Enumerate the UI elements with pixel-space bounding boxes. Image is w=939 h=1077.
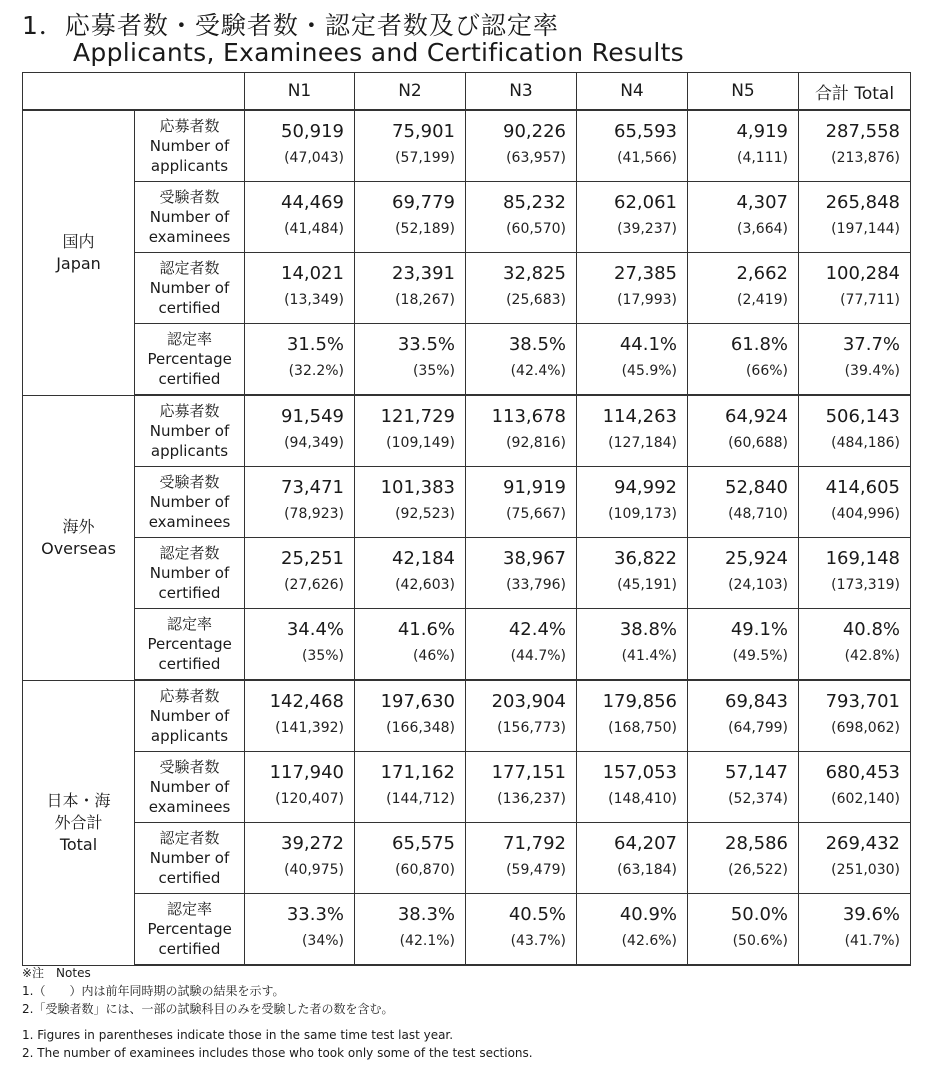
current-value: 91,919 — [503, 477, 566, 498]
current-value: 25,251 — [281, 548, 344, 569]
previous-value: (25,683) — [506, 292, 566, 308]
current-value: 793,701 — [825, 691, 900, 712]
previous-value: (57,199) — [395, 150, 455, 166]
value-cell-n4 — [577, 538, 688, 609]
region-label-jp: 海外 — [62, 516, 95, 536]
previous-value: (63,957) — [506, 150, 566, 166]
metric-label-en: Number of examinees — [148, 778, 231, 816]
value-cell-n1 — [245, 182, 355, 253]
previous-value: (50.6%) — [732, 933, 788, 949]
metric-label-en: Number of certified — [149, 849, 230, 887]
value-cell-n1 — [245, 538, 355, 609]
value-cell-n3 — [466, 467, 577, 538]
value-cell-n3 — [466, 110, 577, 182]
metric-label-jp: 認定率 — [166, 615, 212, 633]
value-cell-n3 — [466, 752, 577, 823]
previous-value: (42.8%) — [844, 648, 900, 664]
metric-label-jp: 認定者数 — [159, 544, 220, 562]
value-cell-n3 — [466, 538, 577, 609]
previous-value: (13,349) — [284, 292, 344, 308]
previous-value: (404,996) — [831, 506, 900, 522]
table-row — [23, 110, 911, 182]
value-cell-total — [799, 823, 911, 894]
previous-value: (40,975) — [284, 862, 344, 878]
metric-percentage — [135, 324, 245, 396]
value-cell-n2 — [355, 395, 466, 467]
value-cell-n2 — [355, 823, 466, 894]
previous-value: (42.4%) — [510, 363, 566, 379]
previous-value: (484,186) — [831, 435, 900, 451]
current-value: 39,272 — [281, 833, 344, 854]
current-value: 114,263 — [602, 406, 677, 427]
metric-examinees — [135, 467, 245, 538]
current-value: 34.4% — [286, 619, 344, 640]
previous-value: (78,923) — [284, 506, 344, 522]
note-jp-2: 2.「受験者数」には、一部の試験科目のみを受験した者の数を含む。 — [22, 1002, 394, 1016]
previous-value: (92,816) — [506, 435, 566, 451]
value-cell-total — [799, 324, 911, 396]
value-cell-n1 — [245, 253, 355, 324]
value-cell-n2 — [355, 894, 466, 966]
current-value: 14,021 — [281, 263, 344, 284]
previous-value: (136,237) — [497, 791, 566, 807]
metric-applicants — [135, 680, 245, 752]
current-value: 39.6% — [842, 904, 900, 925]
previous-value: (120,407) — [275, 791, 344, 807]
table-row — [23, 752, 911, 823]
previous-value: (77,711) — [840, 292, 900, 308]
region-label-en: Total — [59, 834, 98, 854]
current-value: 64,924 — [725, 406, 788, 427]
metric-percentage — [135, 609, 245, 681]
metric-certified — [135, 538, 245, 609]
value-cell-n1 — [245, 110, 355, 182]
current-value: 32,825 — [503, 263, 566, 284]
metric-certified — [135, 253, 245, 324]
value-cell-n5 — [688, 253, 799, 324]
table-row — [23, 538, 911, 609]
current-value: 85,232 — [503, 192, 566, 213]
previous-value: (127,184) — [608, 435, 677, 451]
current-value: 50,919 — [281, 121, 344, 142]
previous-value: (59,479) — [506, 862, 566, 878]
value-cell-n3 — [466, 253, 577, 324]
previous-value: (148,410) — [608, 791, 677, 807]
current-value: 38.8% — [619, 619, 677, 640]
current-value: 37.7% — [842, 334, 900, 355]
table-row — [23, 609, 911, 681]
metric-label-en: Number of applicants — [149, 422, 230, 460]
previous-value: (42,603) — [395, 577, 455, 593]
previous-value: (45.9%) — [621, 363, 677, 379]
current-value: 265,848 — [825, 192, 900, 213]
previous-value: (52,189) — [395, 221, 455, 237]
value-cell-n4 — [577, 609, 688, 681]
metric-examinees — [135, 182, 245, 253]
value-cell-n5 — [688, 752, 799, 823]
previous-value: (92,523) — [395, 506, 455, 522]
value-cell-n3 — [466, 182, 577, 253]
previous-value: (4,111) — [736, 150, 788, 166]
current-value: 90,226 — [503, 121, 566, 142]
header-corner — [23, 73, 245, 111]
previous-value: (46%) — [412, 648, 455, 664]
value-cell-total — [799, 538, 911, 609]
previous-value: (173,319) — [831, 577, 900, 593]
value-cell-n2 — [355, 110, 466, 182]
value-cell-total — [799, 110, 911, 182]
current-value: 40.9% — [619, 904, 677, 925]
previous-value: (60,688) — [728, 435, 788, 451]
table-row — [23, 823, 911, 894]
metric-certified — [135, 823, 245, 894]
value-cell-n1 — [245, 467, 355, 538]
current-value: 179,856 — [602, 691, 677, 712]
value-cell-n4 — [577, 680, 688, 752]
current-value: 65,593 — [614, 121, 677, 142]
current-value: 142,468 — [269, 691, 344, 712]
value-cell-n3 — [466, 823, 577, 894]
current-value: 680,453 — [825, 762, 900, 783]
current-value: 65,575 — [392, 833, 455, 854]
metric-label-en: Percentage certified — [147, 350, 232, 388]
previous-value: (168,750) — [608, 720, 677, 736]
value-cell-n2 — [355, 680, 466, 752]
value-cell-n5 — [688, 182, 799, 253]
current-value: 50.0% — [730, 904, 788, 925]
metric-label-jp: 受験者数 — [159, 473, 220, 491]
previous-value: (109,149) — [386, 435, 455, 451]
current-value: 177,151 — [491, 762, 566, 783]
current-value: 169,148 — [825, 548, 900, 569]
value-cell-n2 — [355, 182, 466, 253]
previous-value: (24,103) — [728, 577, 788, 593]
current-value: 506,143 — [825, 406, 900, 427]
value-cell-n3 — [466, 395, 577, 467]
note-jp-1: 1.（ ）内は前年同時期の試験の結果を示す。 — [22, 984, 285, 998]
previous-value: (48,710) — [728, 506, 788, 522]
metric-label-en: Number of examinees — [148, 493, 231, 531]
region-label-en: Overseas — [41, 538, 116, 558]
current-value: 101,383 — [380, 477, 455, 498]
metric-label-en: Number of certified — [149, 279, 230, 317]
previous-value: (109,173) — [608, 506, 677, 522]
metric-label-jp: 受験者数 — [159, 758, 220, 776]
header-n4: N4 — [577, 73, 688, 111]
current-value: 69,843 — [725, 691, 788, 712]
current-value: 4,919 — [736, 121, 788, 142]
current-value: 91,549 — [281, 406, 344, 427]
value-cell-total — [799, 680, 911, 752]
metric-label-en: Number of applicants — [149, 137, 230, 175]
previous-value: (44.7%) — [510, 648, 566, 664]
value-cell-n3 — [466, 680, 577, 752]
metric-examinees — [135, 752, 245, 823]
note-en-2: 2. The number of examinees includes those who took only some of the test sections. — [22, 1046, 533, 1060]
previous-value: (75,667) — [506, 506, 566, 522]
previous-value: (41,566) — [617, 150, 677, 166]
metric-label-jp: 受験者数 — [159, 188, 220, 206]
value-cell-n4 — [577, 752, 688, 823]
current-value: 36,822 — [614, 548, 677, 569]
value-cell-n4 — [577, 324, 688, 396]
header-n5: N5 — [688, 73, 799, 111]
current-value: 61.8% — [730, 334, 788, 355]
table-row — [23, 467, 911, 538]
table-row — [23, 680, 911, 752]
current-value: 117,940 — [269, 762, 344, 783]
previous-value: (49.5%) — [732, 648, 788, 664]
current-value: 100,284 — [825, 263, 900, 284]
current-value: 73,471 — [281, 477, 344, 498]
header-n2: N2 — [355, 73, 466, 111]
previous-value: (602,140) — [831, 791, 900, 807]
value-cell-n4 — [577, 467, 688, 538]
value-cell-total — [799, 182, 911, 253]
value-cell-n4 — [577, 823, 688, 894]
metric-applicants — [135, 395, 245, 467]
value-cell-n5 — [688, 894, 799, 966]
previous-value: (42.1%) — [399, 933, 455, 949]
region-japan — [23, 110, 135, 395]
current-value: 71,792 — [503, 833, 566, 854]
current-value: 113,678 — [491, 406, 566, 427]
previous-value: (66%) — [745, 363, 788, 379]
previous-value: (32.2%) — [288, 363, 344, 379]
previous-value: (33,796) — [506, 577, 566, 593]
previous-value: (144,712) — [386, 791, 455, 807]
current-value: 28,586 — [725, 833, 788, 854]
previous-value: (41.4%) — [621, 648, 677, 664]
previous-value: (698,062) — [831, 720, 900, 736]
header-n3: N3 — [466, 73, 577, 111]
previous-value: (34%) — [301, 933, 344, 949]
value-cell-n5 — [688, 467, 799, 538]
current-value: 75,901 — [392, 121, 455, 142]
metric-applicants — [135, 110, 245, 182]
current-value: 42,184 — [392, 548, 455, 569]
notes — [22, 964, 533, 1062]
metric-label-jp: 認定率 — [166, 330, 212, 348]
value-cell-n2 — [355, 324, 466, 396]
current-value: 40.8% — [842, 619, 900, 640]
current-value: 414,605 — [825, 477, 900, 498]
value-cell-n5 — [688, 538, 799, 609]
metric-percentage — [135, 894, 245, 966]
page-title-en: Applicants, Examinees and Certification Results — [73, 38, 685, 67]
previous-value: (166,348) — [386, 720, 455, 736]
previous-value: (45,191) — [617, 577, 677, 593]
metric-label-jp: 認定者数 — [159, 259, 220, 277]
table-row — [23, 182, 911, 253]
value-cell-total — [799, 253, 911, 324]
header-total: 合計 Total — [799, 73, 911, 111]
value-cell-n2 — [355, 467, 466, 538]
previous-value: (43.7%) — [510, 933, 566, 949]
table-row — [23, 894, 911, 966]
current-value: 38,967 — [503, 548, 566, 569]
value-cell-n1 — [245, 752, 355, 823]
value-cell-n5 — [688, 823, 799, 894]
table-row — [23, 253, 911, 324]
previous-value: (41.7%) — [844, 933, 900, 949]
previous-value: (35%) — [301, 648, 344, 664]
region-label-en: Japan — [56, 253, 101, 273]
metric-label-en: Number of certified — [149, 564, 230, 602]
value-cell-n1 — [245, 324, 355, 396]
value-cell-n1 — [245, 609, 355, 681]
current-value: 203,904 — [491, 691, 566, 712]
current-value: 40.5% — [508, 904, 566, 925]
previous-value: (18,267) — [395, 292, 455, 308]
value-cell-n5 — [688, 395, 799, 467]
metric-label-en: Number of examinees — [148, 208, 231, 246]
value-cell-n4 — [577, 395, 688, 467]
value-cell-n2 — [355, 538, 466, 609]
previous-value: (141,392) — [275, 720, 344, 736]
previous-value: (26,522) — [728, 862, 788, 878]
current-value: 23,391 — [392, 263, 455, 284]
current-value: 52,840 — [725, 477, 788, 498]
current-value: 27,385 — [614, 263, 677, 284]
value-cell-n5 — [688, 680, 799, 752]
header-n1: N1 — [245, 73, 355, 111]
value-cell-n4 — [577, 253, 688, 324]
current-value: 25,924 — [725, 548, 788, 569]
previous-value: (39.4%) — [844, 363, 900, 379]
previous-value: (63,184) — [617, 862, 677, 878]
region-overseas — [23, 395, 135, 680]
current-value: 269,432 — [825, 833, 900, 854]
current-value: 171,162 — [380, 762, 455, 783]
previous-value: (64,799) — [728, 720, 788, 736]
previous-value: (39,237) — [617, 221, 677, 237]
value-cell-n2 — [355, 253, 466, 324]
previous-value: (2,419) — [736, 292, 788, 308]
current-value: 38.5% — [508, 334, 566, 355]
current-value: 64,207 — [614, 833, 677, 854]
current-value: 62,061 — [614, 192, 677, 213]
value-cell-n3 — [466, 609, 577, 681]
previous-value: (47,043) — [284, 150, 344, 166]
value-cell-total — [799, 395, 911, 467]
current-value: 49.1% — [730, 619, 788, 640]
previous-value: (52,374) — [728, 791, 788, 807]
value-cell-n4 — [577, 182, 688, 253]
table-row — [23, 395, 911, 467]
previous-value: (156,773) — [497, 720, 566, 736]
value-cell-n3 — [466, 894, 577, 966]
current-value: 69,779 — [392, 192, 455, 213]
previous-value: (60,870) — [395, 862, 455, 878]
value-cell-n5 — [688, 324, 799, 396]
metric-label-jp: 応募者数 — [159, 687, 220, 705]
value-cell-n1 — [245, 680, 355, 752]
metric-label-en: Percentage certified — [147, 920, 232, 958]
value-cell-n4 — [577, 110, 688, 182]
value-cell-total — [799, 752, 911, 823]
previous-value: (27,626) — [284, 577, 344, 593]
table-header-row — [23, 73, 911, 111]
metric-label-jp: 認定率 — [166, 900, 212, 918]
current-value: 33.5% — [397, 334, 455, 355]
value-cell-total — [799, 609, 911, 681]
value-cell-n2 — [355, 752, 466, 823]
region-total — [23, 680, 135, 965]
metric-label-jp: 認定者数 — [159, 829, 220, 847]
region-label-jp: 国内 — [62, 231, 95, 251]
current-value: 31.5% — [286, 334, 344, 355]
value-cell-n1 — [245, 823, 355, 894]
results-table — [22, 72, 911, 966]
value-cell-n3 — [466, 324, 577, 396]
metric-label-en: Percentage certified — [147, 635, 232, 673]
previous-value: (42.6%) — [621, 933, 677, 949]
current-value: 2,662 — [736, 263, 788, 284]
previous-value: (17,993) — [617, 292, 677, 308]
value-cell-total — [799, 894, 911, 966]
value-cell-n5 — [688, 609, 799, 681]
current-value: 121,729 — [380, 406, 455, 427]
current-value: 57,147 — [725, 762, 788, 783]
metric-label-jp: 応募者数 — [159, 402, 220, 420]
previous-value: (41,484) — [284, 221, 344, 237]
value-cell-n4 — [577, 894, 688, 966]
value-cell-n1 — [245, 395, 355, 467]
value-cell-n5 — [688, 110, 799, 182]
current-value: 42.4% — [508, 619, 566, 640]
metric-label-en: Number of applicants — [149, 707, 230, 745]
current-value: 197,630 — [380, 691, 455, 712]
current-value: 287,558 — [825, 121, 900, 142]
current-value: 41.6% — [397, 619, 455, 640]
region-label-jp: 日本・海外合計 — [46, 790, 111, 832]
table-row — [23, 324, 911, 396]
current-value: 33.3% — [286, 904, 344, 925]
note-en-1: 1. Figures in parentheses indicate those in the same time test last year. — [22, 1028, 454, 1042]
previous-value: (3,664) — [736, 221, 788, 237]
value-cell-total — [799, 467, 911, 538]
page-title-jp: 1．応募者数・受験者数・認定者数及び認定率 — [22, 11, 559, 40]
current-value: 4,307 — [736, 192, 788, 213]
current-value: 38.3% — [397, 904, 455, 925]
previous-value: (213,876) — [831, 150, 900, 166]
current-value: 44,469 — [281, 192, 344, 213]
value-cell-n2 — [355, 609, 466, 681]
current-value: 157,053 — [602, 762, 677, 783]
previous-value: (60,570) — [506, 221, 566, 237]
previous-value: (35%) — [412, 363, 455, 379]
value-cell-n1 — [245, 894, 355, 966]
metric-label-jp: 応募者数 — [159, 117, 220, 135]
notes-heading: ※注 Notes — [22, 966, 91, 980]
previous-value: (94,349) — [284, 435, 344, 451]
previous-value: (251,030) — [831, 862, 900, 878]
current-value: 94,992 — [614, 477, 677, 498]
current-value: 44.1% — [619, 334, 677, 355]
previous-value: (197,144) — [831, 221, 900, 237]
